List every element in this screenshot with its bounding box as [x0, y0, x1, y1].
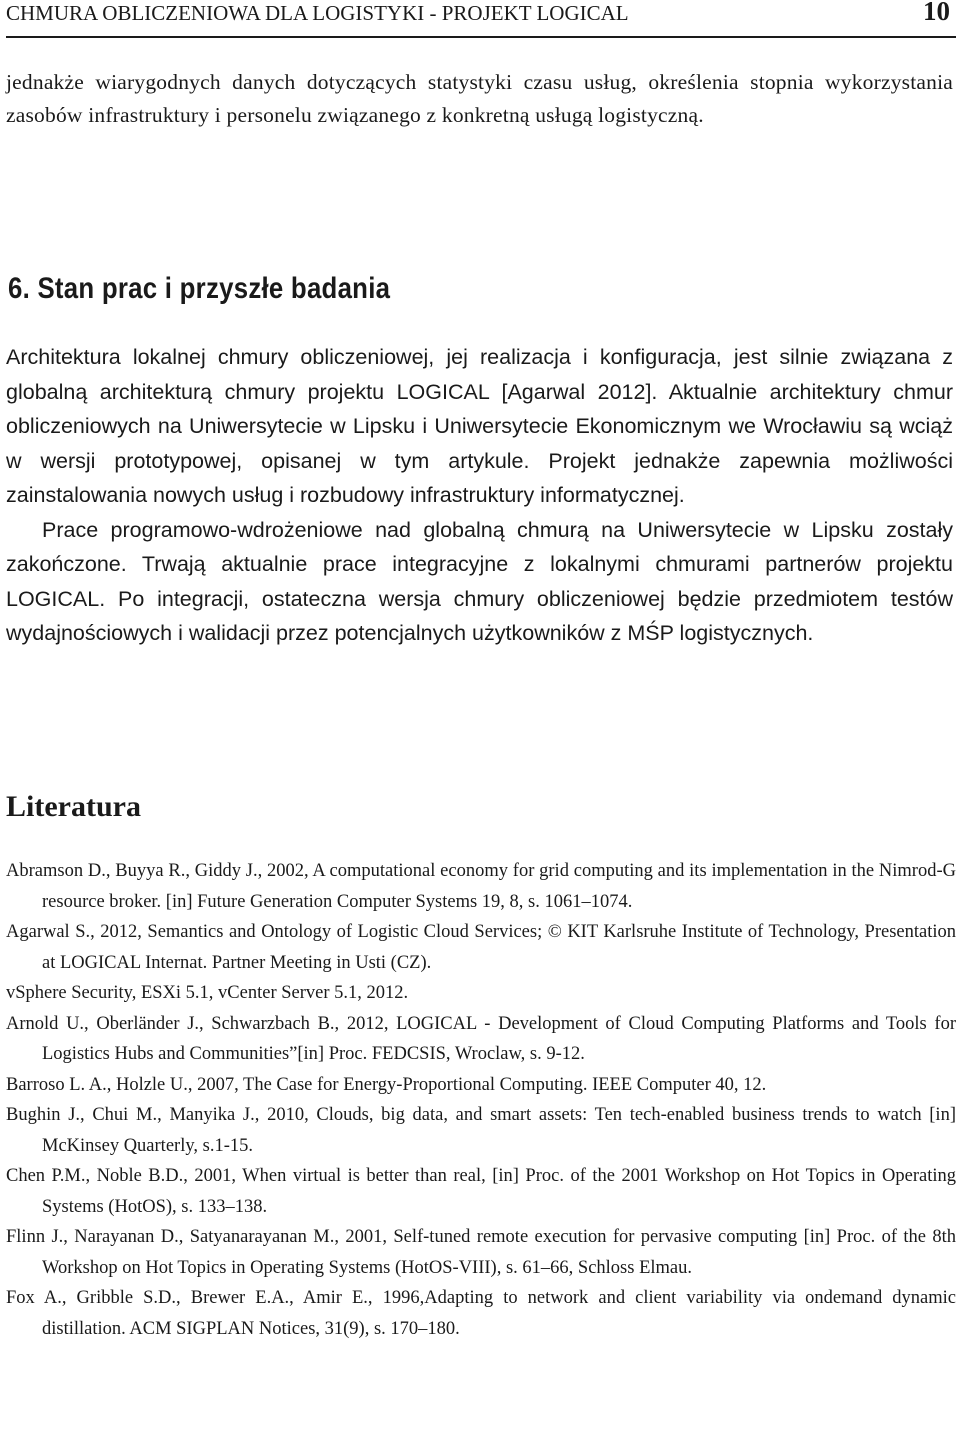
reference-item: Barroso L. A., Holzle U., 2007, The Case for Energy-Proportional Computing. IEEE Computer 40, 12.	[6, 1074, 767, 1095]
running-header	[6, 0, 956, 38]
reference-item: Arnold U., Oberländer J., Schwarzbach B., 2012, LOGICAL - Development of Cloud Computing Platforms and Tools for Logistics Hubs and Communities”[in] Proc. FEDCSIS, Wroclaw, s. 9-12.	[6, 1013, 956, 1064]
section-paragraph-2: Prace programowo-wdrożeniowe nad globalną chmurą na Uniwersytecie w Lipsku zostały zakończone. Trwają aktualnie prace integracyjne z lokalnymi chmurami partnerów projektu LOGICAL. Po integracji, ostateczna wersja chmury obliczeniowej będzie przedmiotem testów wydajnościowych i walidacji przez potencjalnych użytkowników z MŚP logistycznych.	[6, 517, 953, 645]
reference-item: Abramson D., Buyya R., Giddy J., 2002, A computational economy for grid computing and its implementation in the Nimrod-G resource broker. [in] Future Generation Computer Systems 19, 8, s. 1061–1074.	[6, 861, 956, 912]
reference-item: Chen P.M., Noble B.D., 2001, When virtual is better than real, [in] Proc. of the 2001 Workshop on Hot Topics in Operating Systems (HotOS), s. 133–138.	[6, 1166, 956, 1217]
page-number: 10	[923, 0, 950, 26]
reference-item: vSphere Security, ESXi 5.1, vCenter Server 5.1, 2012.	[6, 983, 409, 1003]
section-paragraph-1: Architektura lokalnej chmury obliczeniowej, jej realizacja i konfiguracja, jest silnie związana z globalną architekturą chmury projektu LOGICAL [Agarwal 2012]. Aktualnie architektury chmur obliczeniowych na Uniwersytecie w Lipsku i Uniwersytecie Ekonomicznym we Wrocławiu są wciąż w wersji prototypowej, opisanej w tym artykule. Projekt jednakże zapewnia możliwości zainstalowania nowych usług i rozbudowy infrastruktury informatycznej.	[6, 345, 953, 507]
reference-item: Agarwal S., 2012, Semantics and Ontology of Logistic Cloud Services; © KIT Karlsruhe Institute of Technology, Presentation at LOGICAL Internat. Partner Meeting in Usti (CZ).	[6, 922, 956, 973]
reference-list	[6, 856, 956, 1344]
reference-item: Bughin J., Chui M., Manyika J., 2010, Clouds, big data, and smart assets: Ten tech-enabled business trends to watch [in] McKinsey Quarterly, s.1-15.	[6, 1105, 956, 1156]
reference-item: Flinn J., Narayanan D., Satyanarayanan M., 2001, Self-tuned remote execution for pervasive computing [in] Proc. of the 8th Workshop on Hot Topics in Operating Systems (HotOS-VIII), s. 61–66, Schloss Elmau.	[6, 1227, 956, 1278]
literature-title: Literatura	[6, 790, 141, 823]
header-title: CHMURA OBLICZENIOWA DLA LOGISTYKI - PROJEKT LOGICAL	[6, 1, 629, 25]
intro-paragraph: jednakże wiarygodnych danych dotyczących statystyki czasu usług, określenia stopnia wykorzystania zasobów infrastruktury i personelu związanego z konkretną usługą logistyczną.	[6, 70, 953, 127]
section-title: 6. Stan prac i przyszłe badania	[8, 272, 391, 305]
reference-item: Fox A., Gribble S.D., Brewer E.A., Amir E., 1996,Adapting to network and client variability via ondemand dynamic distillation. ACM SIGPLAN Notices, 31(9), s. 170–180.	[6, 1288, 956, 1339]
section-body	[6, 340, 953, 651]
